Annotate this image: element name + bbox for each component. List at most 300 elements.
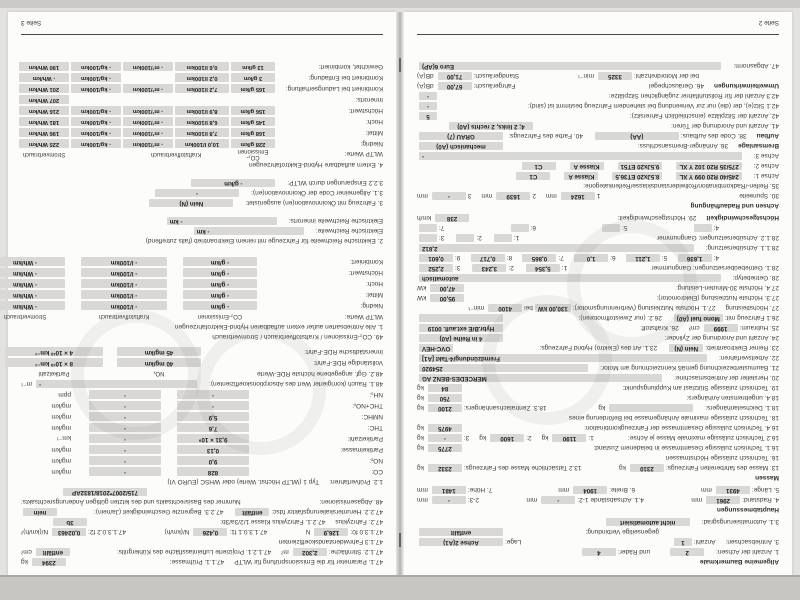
field-value: 0,13 (177, 445, 249, 454)
field-label: 26.1 Fahrzeug mit: (724, 314, 779, 322)
rde-header-row (21, 368, 383, 379)
field-label: Fahrgeräusch: (473, 82, 516, 90)
rde-row (21, 346, 383, 357)
column-header: Stromverbrauch (22, 151, 66, 157)
unit-label: N/(km/h)² (21, 528, 49, 536)
field-label: 1. Anzahl der Achsen: (716, 548, 779, 556)
field-value: 0,865 (522, 254, 556, 263)
scanner-background-top (0, 0, 800, 8)
field-value: - (419, 102, 437, 111)
form-row (417, 171, 779, 181)
unit-label: kg (541, 434, 549, 442)
field-label: Lage: (505, 538, 522, 546)
field-value (456, 234, 474, 243)
field-label: 23.1. Art des (Elektro) Hybrid Fahrzeugs: (539, 344, 658, 352)
field-label: 3.2.2 Einsparungen durch WLTP: (287, 179, 383, 187)
scanner-background-bottom (0, 575, 800, 600)
form-row (21, 198, 383, 208)
column-header: Kraftstoffverbrauch (98, 313, 150, 320)
field-value: 3 g/km (231, 73, 275, 82)
field-label: 5. Länge: (751, 486, 779, 494)
field-label: 27.3. Höchste Nutzleistung (Elektromotor): (656, 294, 779, 302)
field-value: 8 × 10¹⁰ km⁻¹ (5, 358, 103, 367)
field-label: 5: (622, 224, 628, 232)
field-label: 42. Anzahl der Sitzplätze (einschließlich Fahrersitz): (629, 112, 779, 120)
form-row (417, 393, 779, 403)
form-row (417, 213, 779, 223)
field-value: - km (194, 227, 304, 236)
form-row (21, 188, 383, 198)
field-value: 750 (428, 394, 462, 403)
unit-label: cm³ (688, 324, 700, 332)
emissions-row (21, 466, 383, 477)
emissions-row (21, 422, 383, 433)
form-row (21, 477, 383, 487)
field-label: 8: (506, 254, 513, 262)
field-value: 0,2 l/100km (175, 73, 229, 82)
field-value: 1 (674, 538, 692, 547)
field-label: bei der Motordrehzahl: (633, 72, 699, 80)
form-row (417, 71, 779, 81)
unit-label: kg (417, 404, 424, 412)
field-label: bei (524, 304, 533, 312)
field-value (494, 234, 512, 243)
emissions-row (21, 389, 383, 400)
field-label: 47.1.3.0.2 f2: (88, 528, 127, 536)
field-value: 9,31 × 10⁹ (177, 434, 249, 443)
field-value: mechanisch (A0) (419, 142, 503, 151)
form-row (21, 322, 383, 332)
field-value: 5,9 (177, 412, 249, 421)
field-label: NOₓ: (369, 457, 383, 464)
form-row (21, 160, 383, 170)
form-row (417, 151, 779, 161)
wltp-row (21, 83, 383, 94)
field-label: 13. Masse des fahrbereiten Fahrzeugs: (665, 464, 779, 472)
field-value: - Wh/km (0, 279, 65, 288)
field-value: 8,9 l/100km (175, 106, 229, 115)
field-label: 5: (661, 254, 668, 262)
form-row (417, 61, 779, 71)
form-row (417, 263, 779, 273)
field-label: WLTP Werte: (344, 150, 383, 158)
field-label: Partikelmasse: (340, 446, 383, 453)
field-label: NMHC: (361, 413, 383, 420)
unit-label: kg (417, 434, 424, 442)
field-value: 2394 (32, 558, 66, 567)
unit-label: min⁻¹ (468, 304, 485, 311)
field-label: Achse 3: (753, 152, 779, 160)
field-value: C1 (516, 172, 550, 181)
field-value: 9,0 (177, 456, 249, 465)
field-value: 3,243 (472, 264, 506, 273)
field-value: - km (167, 217, 277, 226)
field-label: 3 (467, 192, 472, 200)
field-value: - kg/100km (71, 84, 121, 93)
wltp-row (21, 138, 383, 149)
field-value: - l/100km (81, 268, 167, 277)
row-label: Hoch: (366, 280, 383, 287)
field-value: 5 (419, 112, 437, 121)
field-value: C1 (522, 162, 556, 171)
field-value: - kg/100km (71, 73, 121, 82)
emissions-row (21, 433, 383, 444)
form-row (417, 161, 779, 171)
form-row (417, 527, 779, 537)
unit-label: kg (21, 558, 28, 566)
field-value (694, 224, 712, 233)
emissions-row (21, 444, 383, 455)
field-value: - (89, 467, 161, 476)
form-row (21, 537, 383, 547)
column-header: Kraftstoffverbrauch (150, 151, 202, 157)
field-label: 7: (438, 224, 445, 232)
form-row (21, 487, 383, 497)
field-value: - kg/100km (71, 139, 121, 148)
field-label: 47. Abgasnorm: (733, 62, 779, 70)
field-value (419, 234, 437, 243)
form-row (21, 226, 383, 236)
field-value: Euro 6(AP) (419, 62, 721, 71)
field-value: - m³/100km (123, 139, 173, 148)
field-label: NH₃: (369, 391, 383, 398)
form-row (417, 191, 779, 201)
field-value: Nein (N) (669, 344, 703, 353)
field-value: - Wh/km (0, 257, 65, 266)
field-label: 47.2.1. Fahrzyklus Klasse 1/2/3a/3b: (220, 518, 326, 526)
field-value: automatisch (419, 274, 721, 283)
field-value: 4; 2 links, 2 rechts (A0) (449, 122, 533, 131)
form-row (417, 273, 779, 283)
form-row (21, 527, 383, 537)
field-value: Mono fuel (A0) (674, 314, 723, 323)
field-value: 0,601 (419, 254, 453, 263)
field-label: 3.1. Allgemeiner Code der Ökoinnovation(en): (251, 189, 383, 197)
row-label: Niedrig: (360, 140, 383, 147)
field-label: 6: (530, 224, 536, 232)
form-row (21, 332, 383, 342)
field-value: 228 g/km (231, 139, 275, 148)
form-row (417, 121, 779, 131)
field-value: 275/35 R20 102 Y XL (676, 162, 741, 171)
unit-label: mm (545, 192, 557, 200)
field-label: 7: (558, 254, 564, 262)
field-value: 0,717 (471, 254, 505, 263)
field-label: 27.1. Höchste Nutzleistung (Verbrennungsmotor): (572, 304, 716, 312)
field-value: - (89, 456, 161, 465)
field-label: 2: (526, 434, 532, 442)
field-value: 0,6 l/100km (175, 62, 229, 71)
form-row (417, 111, 779, 121)
unit-label: kg (479, 434, 487, 442)
unit-label: dB(A) (417, 72, 434, 80)
row-label: Mittel: (365, 291, 383, 298)
field-value: 71,00 (438, 72, 472, 81)
field-value (419, 314, 503, 323)
column-header: Partikelzahl (38, 370, 70, 377)
unit-label: km⁻¹ (56, 434, 71, 442)
field-value: 4975 (428, 424, 462, 433)
field-value: 156 g/km (231, 106, 275, 115)
page-number: Seite 3 (21, 19, 42, 26)
field-label: Innerstädtische RDE-Fahrt: (304, 348, 383, 355)
field-label: 47.1. Parameter für die Emissionsprüfung für WLTP (234, 558, 383, 566)
page-footer-rule (417, 34, 779, 35)
field-value: - kg/100km (71, 106, 121, 115)
field-label: 30. Spurweite (739, 192, 779, 200)
field-value: - (36, 380, 197, 389)
field-value: 3325 (598, 72, 632, 81)
unit-label: mm (691, 496, 703, 504)
row-label: Kombiniert bei Ladungserhaltung: (285, 85, 383, 92)
wltp-row (21, 127, 383, 138)
field-label: 41. Anzahl und Anordnung der Türen: (671, 122, 779, 130)
field-value (511, 224, 529, 233)
field-value: 45 mg/km (117, 347, 201, 356)
row-label: Höchstwert: (348, 269, 383, 276)
form-row (417, 557, 779, 567)
field-value: - (177, 390, 249, 399)
field-label: THC+NOₓ: (352, 402, 383, 409)
field-label: THC: (367, 424, 383, 431)
field-label: 1.2. Prüfverfahren: (329, 478, 383, 486)
wltp-row (21, 61, 383, 72)
field-value: 828 (177, 467, 249, 476)
field-value: Hybr.B/E ext.aufl. 0019 (419, 324, 503, 333)
column-header: CO₂-Emissionen (197, 313, 243, 320)
field-label: 9: (454, 254, 461, 262)
field-label: 29. Höchstgeschwindigkeit: (617, 214, 697, 222)
wltp-header-row (21, 149, 383, 160)
field-value: - Wh/km (0, 290, 65, 299)
field-value: - g/km (183, 301, 257, 310)
field-label: 38. Code des Aufbaus: (680, 132, 747, 140)
field-label: 2: (476, 234, 482, 242)
field-value: 126,9 (314, 528, 348, 537)
field-value: - (428, 434, 462, 443)
wltp-row (12, 256, 383, 267)
field-label: 47.1.1. Prüfmasse: (169, 558, 225, 566)
unit-label: dB(A) (417, 82, 434, 90)
unit-label: kg (619, 464, 626, 472)
form-row (21, 178, 383, 188)
field-label: 1: (561, 264, 568, 272)
field-label: 3: (463, 434, 470, 442)
form-row (417, 353, 779, 363)
field-value: - (89, 412, 161, 421)
field-label: 25. Hubraum: (739, 324, 779, 332)
field-label: 18.4. ungebremsten Anhängers: (686, 394, 779, 402)
wltp-row (12, 300, 383, 311)
unit-label: mg/km (51, 468, 71, 475)
form-row (417, 253, 779, 263)
field-value: 1639 (496, 192, 530, 201)
field-value: nicht automatisiert (606, 518, 690, 527)
field-value: - (89, 423, 161, 432)
form-row (417, 363, 779, 373)
field-value: 4 × 10¹⁰ km⁻¹ (5, 347, 103, 356)
field-label: und Räder: (617, 548, 651, 556)
field-label: WLTP Werte: (344, 313, 383, 320)
field-label: 47.1.2. Stirnfläche: (328, 548, 383, 556)
row-label: Kombiniert: (350, 258, 383, 265)
field-label: 2-3: (467, 496, 480, 504)
wltp-row (12, 289, 383, 300)
field-value: - Wh/km (19, 73, 69, 82)
form-row (417, 403, 779, 413)
form-row (417, 323, 779, 333)
section-heading: Achsen und Radaufhängung (690, 202, 779, 210)
field-value: 2,812 (419, 244, 694, 253)
field-value: - g/km (191, 179, 275, 188)
field-label: 21. Baumusterbezeichnung gemäß Kennzeichnung am Motor: (600, 364, 779, 372)
field-label: 6: (610, 254, 616, 262)
unit-label: mg/km (51, 402, 71, 409)
field-value: Achse 2(A1) (419, 538, 503, 547)
form-row (417, 233, 779, 243)
form-row (21, 547, 383, 557)
field-value: - m³/100km (123, 117, 173, 126)
field-label: 48. Abgasemissionen: (319, 498, 383, 506)
form-row (417, 433, 779, 443)
unit-label: mm (416, 486, 428, 494)
unit-label: mm (526, 496, 538, 504)
field-label: 7. Höhe: (467, 486, 493, 494)
unit-label: kg (598, 404, 606, 412)
field-label: 16.1. Technisch zulässige Gesamtmasse in beladenem Zustand: (593, 444, 779, 452)
field-value: 13 g/km (231, 62, 275, 71)
unit-label: N/(km/h) (164, 528, 190, 536)
field-value: 4100 (488, 304, 522, 313)
field-label: 22. Arbeitsverfahren: (719, 354, 779, 362)
unit-label: km/h (417, 214, 432, 222)
wltp-row (21, 105, 383, 116)
field-value: 2100 (428, 404, 462, 413)
field-label: 16.2 Technisch zulässige maximale Masse je Achse: (628, 434, 779, 442)
field-label: 28. Getriebetyp: (732, 274, 779, 282)
field-value: 145 g/km (231, 117, 275, 126)
unit-label: mg/km (51, 457, 71, 464)
field-label: Partikelzahl: (347, 435, 383, 442)
unit-label: kg (417, 384, 424, 392)
row-label: Kombiniert bei Entladung: (308, 74, 383, 81)
wltp-row (21, 94, 383, 105)
form-row (21, 216, 383, 226)
field-label: 16.4. Technisch zulässige Gesamtmasse der Fahrzeugkombination: (584, 424, 779, 432)
form-row (417, 293, 779, 303)
unit-label: ppm (58, 391, 71, 398)
field-value: entfällt (36, 548, 70, 557)
form-row (417, 463, 779, 473)
field-label: 3.1. Automatisierungsgrad: (701, 518, 779, 526)
field-value: 1,636 (678, 254, 712, 263)
field-label: 28.1.2. Achsübersetzungen: Gangnummer (656, 234, 779, 242)
field-label: 47.2.3. Begrenzte Geschwindigkeit (Ja/nein): (94, 508, 224, 516)
field-value: 95,00 (430, 294, 464, 303)
field-value: - l/100km (81, 257, 167, 266)
form-row (417, 547, 779, 557)
unit-label: N (305, 528, 311, 536)
field-value: 0,426 (193, 528, 227, 537)
field-value: 1,0 (574, 254, 608, 263)
form-row (417, 91, 779, 101)
section-heading: Massen (755, 474, 779, 482)
field-label: 28.1. Getriebeübersetzungen: Gangnummer (651, 264, 779, 272)
section-heading: Hauptabmessungen (716, 506, 779, 514)
unit-label: kW (417, 294, 427, 302)
field-value: Klasse A (570, 162, 604, 171)
field-value: 1,211 (626, 254, 660, 263)
field-value: nein (23, 508, 57, 517)
field-label: 1: (513, 234, 520, 242)
field-value: Fremdzündung/4-Takt [A1] (419, 354, 707, 363)
unit-label: mm (481, 192, 493, 200)
field-label: 47.2.2. Herunterskalierungsfaktor fdsc: (271, 508, 383, 516)
field-value: - (89, 445, 161, 454)
field-label: gegenseitige Verbindung: (585, 528, 659, 536)
field-label: 4. Radstand: (742, 496, 779, 504)
section-heading: Umwelteinwirkungen (713, 82, 779, 90)
field-label: 18.3. Zentralachsanhängers: (463, 404, 547, 412)
emissions-row (21, 400, 383, 411)
field-label: 4.1. Achsabstände 1-2: (577, 496, 644, 504)
unit-label: mm (558, 486, 570, 494)
field-value: - g/km (183, 257, 257, 266)
field-value: - (432, 192, 466, 201)
wltp-row (21, 72, 383, 83)
section-heading: Höchstgeschwindigkeit (706, 214, 779, 222)
form-row (417, 101, 779, 111)
field-value: 2,302 (293, 548, 327, 557)
form-row (417, 313, 779, 323)
field-value: 1190 (552, 434, 586, 443)
page-footer-rule (21, 34, 383, 35)
field-value: - kg/100km (71, 117, 121, 126)
form-row (417, 333, 779, 343)
field-label: 24. Anzahl und Anordnung der Zylinder: (664, 334, 779, 342)
field-value: - l/100km (81, 301, 167, 310)
row-label: Gewichtet, kombiniert: (318, 63, 383, 70)
field-label: 49. CO₂-Emissionen / Kraftstoffverbrauch / Stromverbrauch (212, 333, 383, 341)
form-row (417, 413, 779, 423)
field-label: Nummer des Basisrechtsakts und des letzten gültigen Änderungsrechtsakts: (21, 498, 241, 506)
field-value: 2310 (630, 464, 664, 473)
field-value: - g/km (183, 268, 257, 277)
field-value: 2 (670, 548, 704, 557)
field-value: 225 Wh/km (19, 139, 69, 148)
unit-label: m² (281, 548, 289, 556)
field-value: - (419, 92, 437, 101)
unit-label: m⁻¹ (21, 380, 33, 387)
field-value: 67,00 (438, 82, 472, 91)
field-value: 4 in Reihe (A0) (419, 334, 503, 343)
field-label: 4: (713, 254, 719, 262)
field-value: - m³/100km (123, 62, 173, 71)
column-header: CO₂-Emissionen (237, 148, 269, 160)
field-label: 1 (596, 192, 601, 200)
form-row (21, 497, 383, 507)
field-value: - (89, 401, 161, 410)
field-label: 42.1 Sitz(e), der (die) nur zur Verwendung bei stehendem Fahrzeug bestimmt ist (sind): (527, 102, 779, 110)
field-label: 13.2 Tatsächliche Masse des Fahrzeugs: (463, 464, 582, 472)
field-label: 3: (439, 234, 445, 242)
form-row (417, 223, 779, 233)
field-label: 47.1.3.0 f0: (350, 528, 383, 536)
field-value: - (541, 496, 575, 505)
emissions-row (21, 411, 383, 422)
field-value (419, 224, 437, 233)
field-label: 48.1. Rauch (korrigierter Wert des Absorptionskoeffizienten): (209, 380, 383, 388)
